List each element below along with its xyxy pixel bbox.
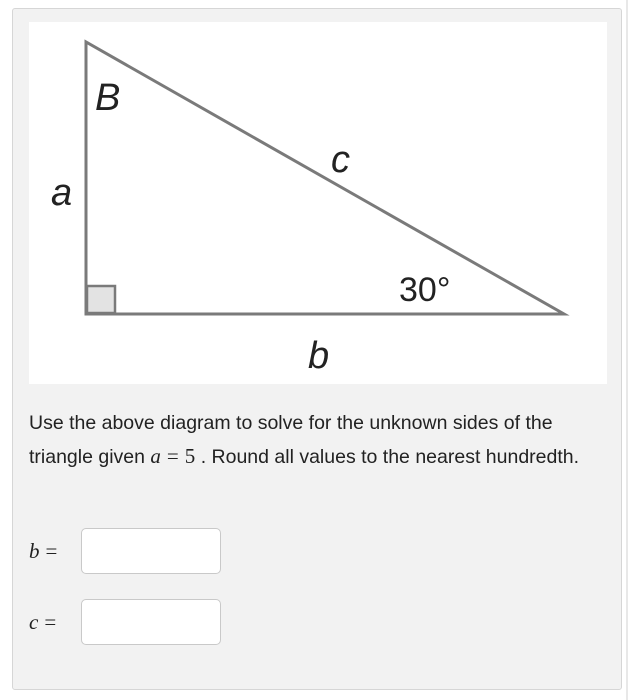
given-operator: = [166,443,179,468]
answer-c-var: c [29,610,39,634]
triangle-diagram [29,22,607,384]
answer-b-label [29,539,57,564]
right-scroll-edge [626,0,628,700]
side-c-label: c [331,139,350,181]
side-a-label: a [51,172,73,214]
prompt-text-after: . Round all values to the nearest hundredth. [200,445,580,468]
answer-c-label [29,610,56,635]
question-card [12,8,622,690]
answer-b-eq: = [45,539,58,563]
triangle-shape [86,42,564,314]
side-b-label: b [308,335,330,377]
right-angle-marker [87,286,115,313]
answer-b-input[interactable] [81,528,221,574]
given-value: 5 [184,443,196,468]
triangle-svg [29,22,607,384]
vertex-b-label: B [95,77,121,119]
answer-row-c [29,599,289,647]
answer-b-var: b [29,539,40,563]
given-variable: a [150,443,161,468]
angle-30-label: 30° [399,271,451,309]
answer-c-input[interactable] [81,599,221,645]
answer-c-eq: = [44,610,57,634]
answer-row-b [29,528,289,576]
prompt-text-before: Use the above diagram to solve for the unknown sides of the triangle given [29,412,553,468]
problem-statement [29,407,599,473]
